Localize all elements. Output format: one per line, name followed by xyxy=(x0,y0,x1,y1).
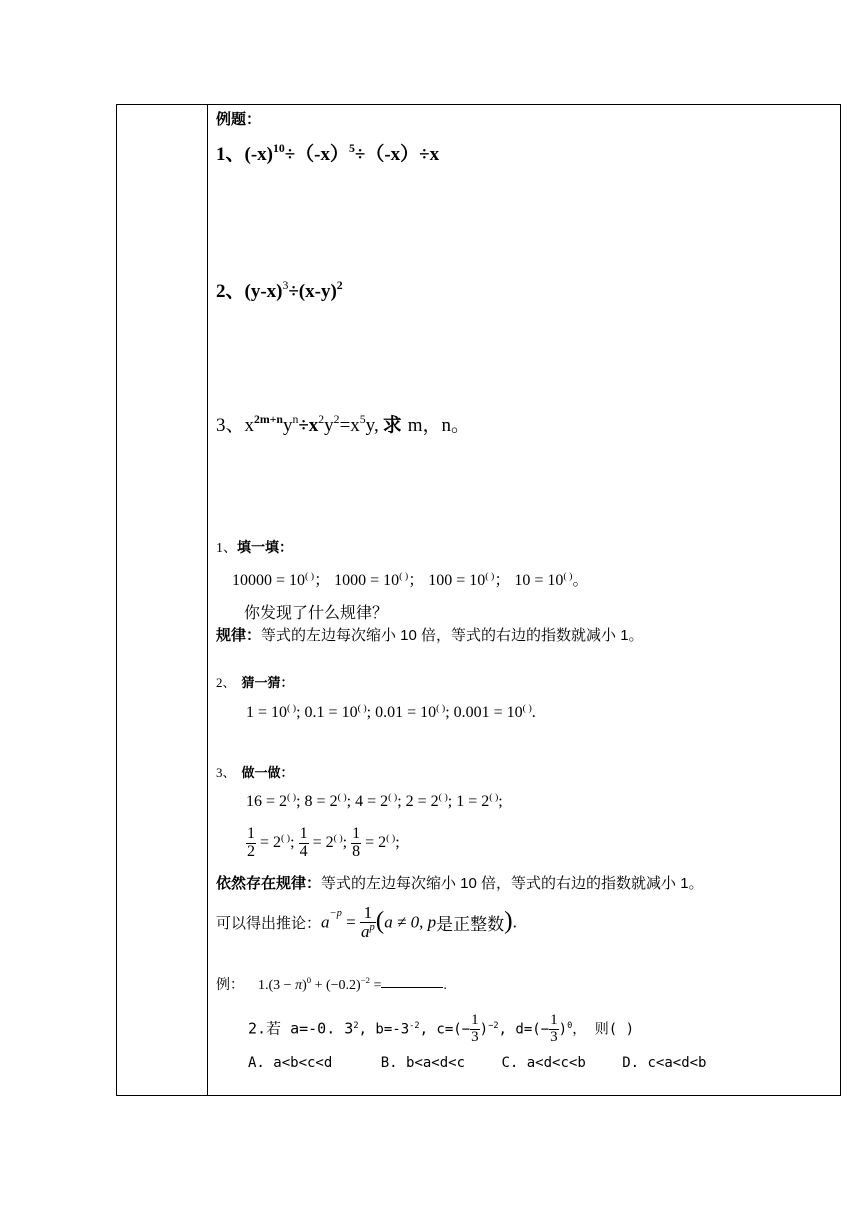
examples-header: 例题： xyxy=(216,111,262,128)
section-3-fractions: $\frac{1}{2}$ = 2( ); $\frac{1}{4}$ = 2( ); $\frac{1}{8}$ = 2( ); xyxy=(247,825,400,860)
question-3: 3、$x^{2m+n}y^n\div x^2y^2=x^5y$, 求 m，n。 xyxy=(216,413,470,436)
section-2-title: 2、 猜一猜： xyxy=(216,675,294,690)
option-c: C. a<d<c<b xyxy=(501,1055,586,1071)
example-1: 例： $1.(3 - \pi)^0 + (-0.2)^{-2}$ = . xyxy=(216,975,447,993)
section-1-equations: 10000 = 10( )； 1000 = 10( )； 100 = 10( )； 10 = 10( )。 xyxy=(232,570,589,589)
section-1-question: 你发现了什么规律？ xyxy=(244,605,389,622)
section-1-rule: 规律：等式的左边每次缩小 10 倍，等式的右边的指数就减小 1。 xyxy=(216,627,644,644)
section-3-title: 3、 做一做： xyxy=(216,765,294,780)
section-3-rule: 依然存在规律：等式的左边每次缩小 10 倍，等式的右边的指数就减小 1。 xyxy=(216,875,704,892)
section-1-title: 1、填一填： xyxy=(216,539,293,556)
section-2-equations: 1 = 10( ); 0.1 = 10( ); 0.01 = 10( ); 0.001 = 10( ). xyxy=(246,702,536,721)
section-3-equations: 16 = 2( ); 8 = 2( ); 4 = 2( ); 2 = 2( ); 1 = 2( ); xyxy=(246,791,503,810)
question-2: 2、$(y-x)^3\div(x-y)^2$ xyxy=(216,279,343,302)
table-frame xyxy=(116,104,841,1096)
conclusion: 可以得出推论：$a^{-p}$ = $\frac{1}{a^p}$ (a ≠ 0, p是正整数). xyxy=(216,903,517,941)
question-1: 1、$(-x)^{10}\div(-x)^5\div(-x)\div x$ xyxy=(216,142,440,165)
example-2: 2.若 a=-0. $3^2$, $b=-3^{-2}$, c=(− $\frac{1}{3}$ )$^{-2}$, d=(− $\frac{1}{3}$ )$^0$， 则( ) xyxy=(248,1012,635,1045)
example-2-options xyxy=(248,1055,707,1071)
column-divider xyxy=(207,104,208,1096)
option-d: D. c<a<d<b xyxy=(622,1055,707,1071)
option-a: A. a<b<c<d xyxy=(248,1055,333,1071)
option-b: B. b<a<d<c xyxy=(380,1055,466,1071)
